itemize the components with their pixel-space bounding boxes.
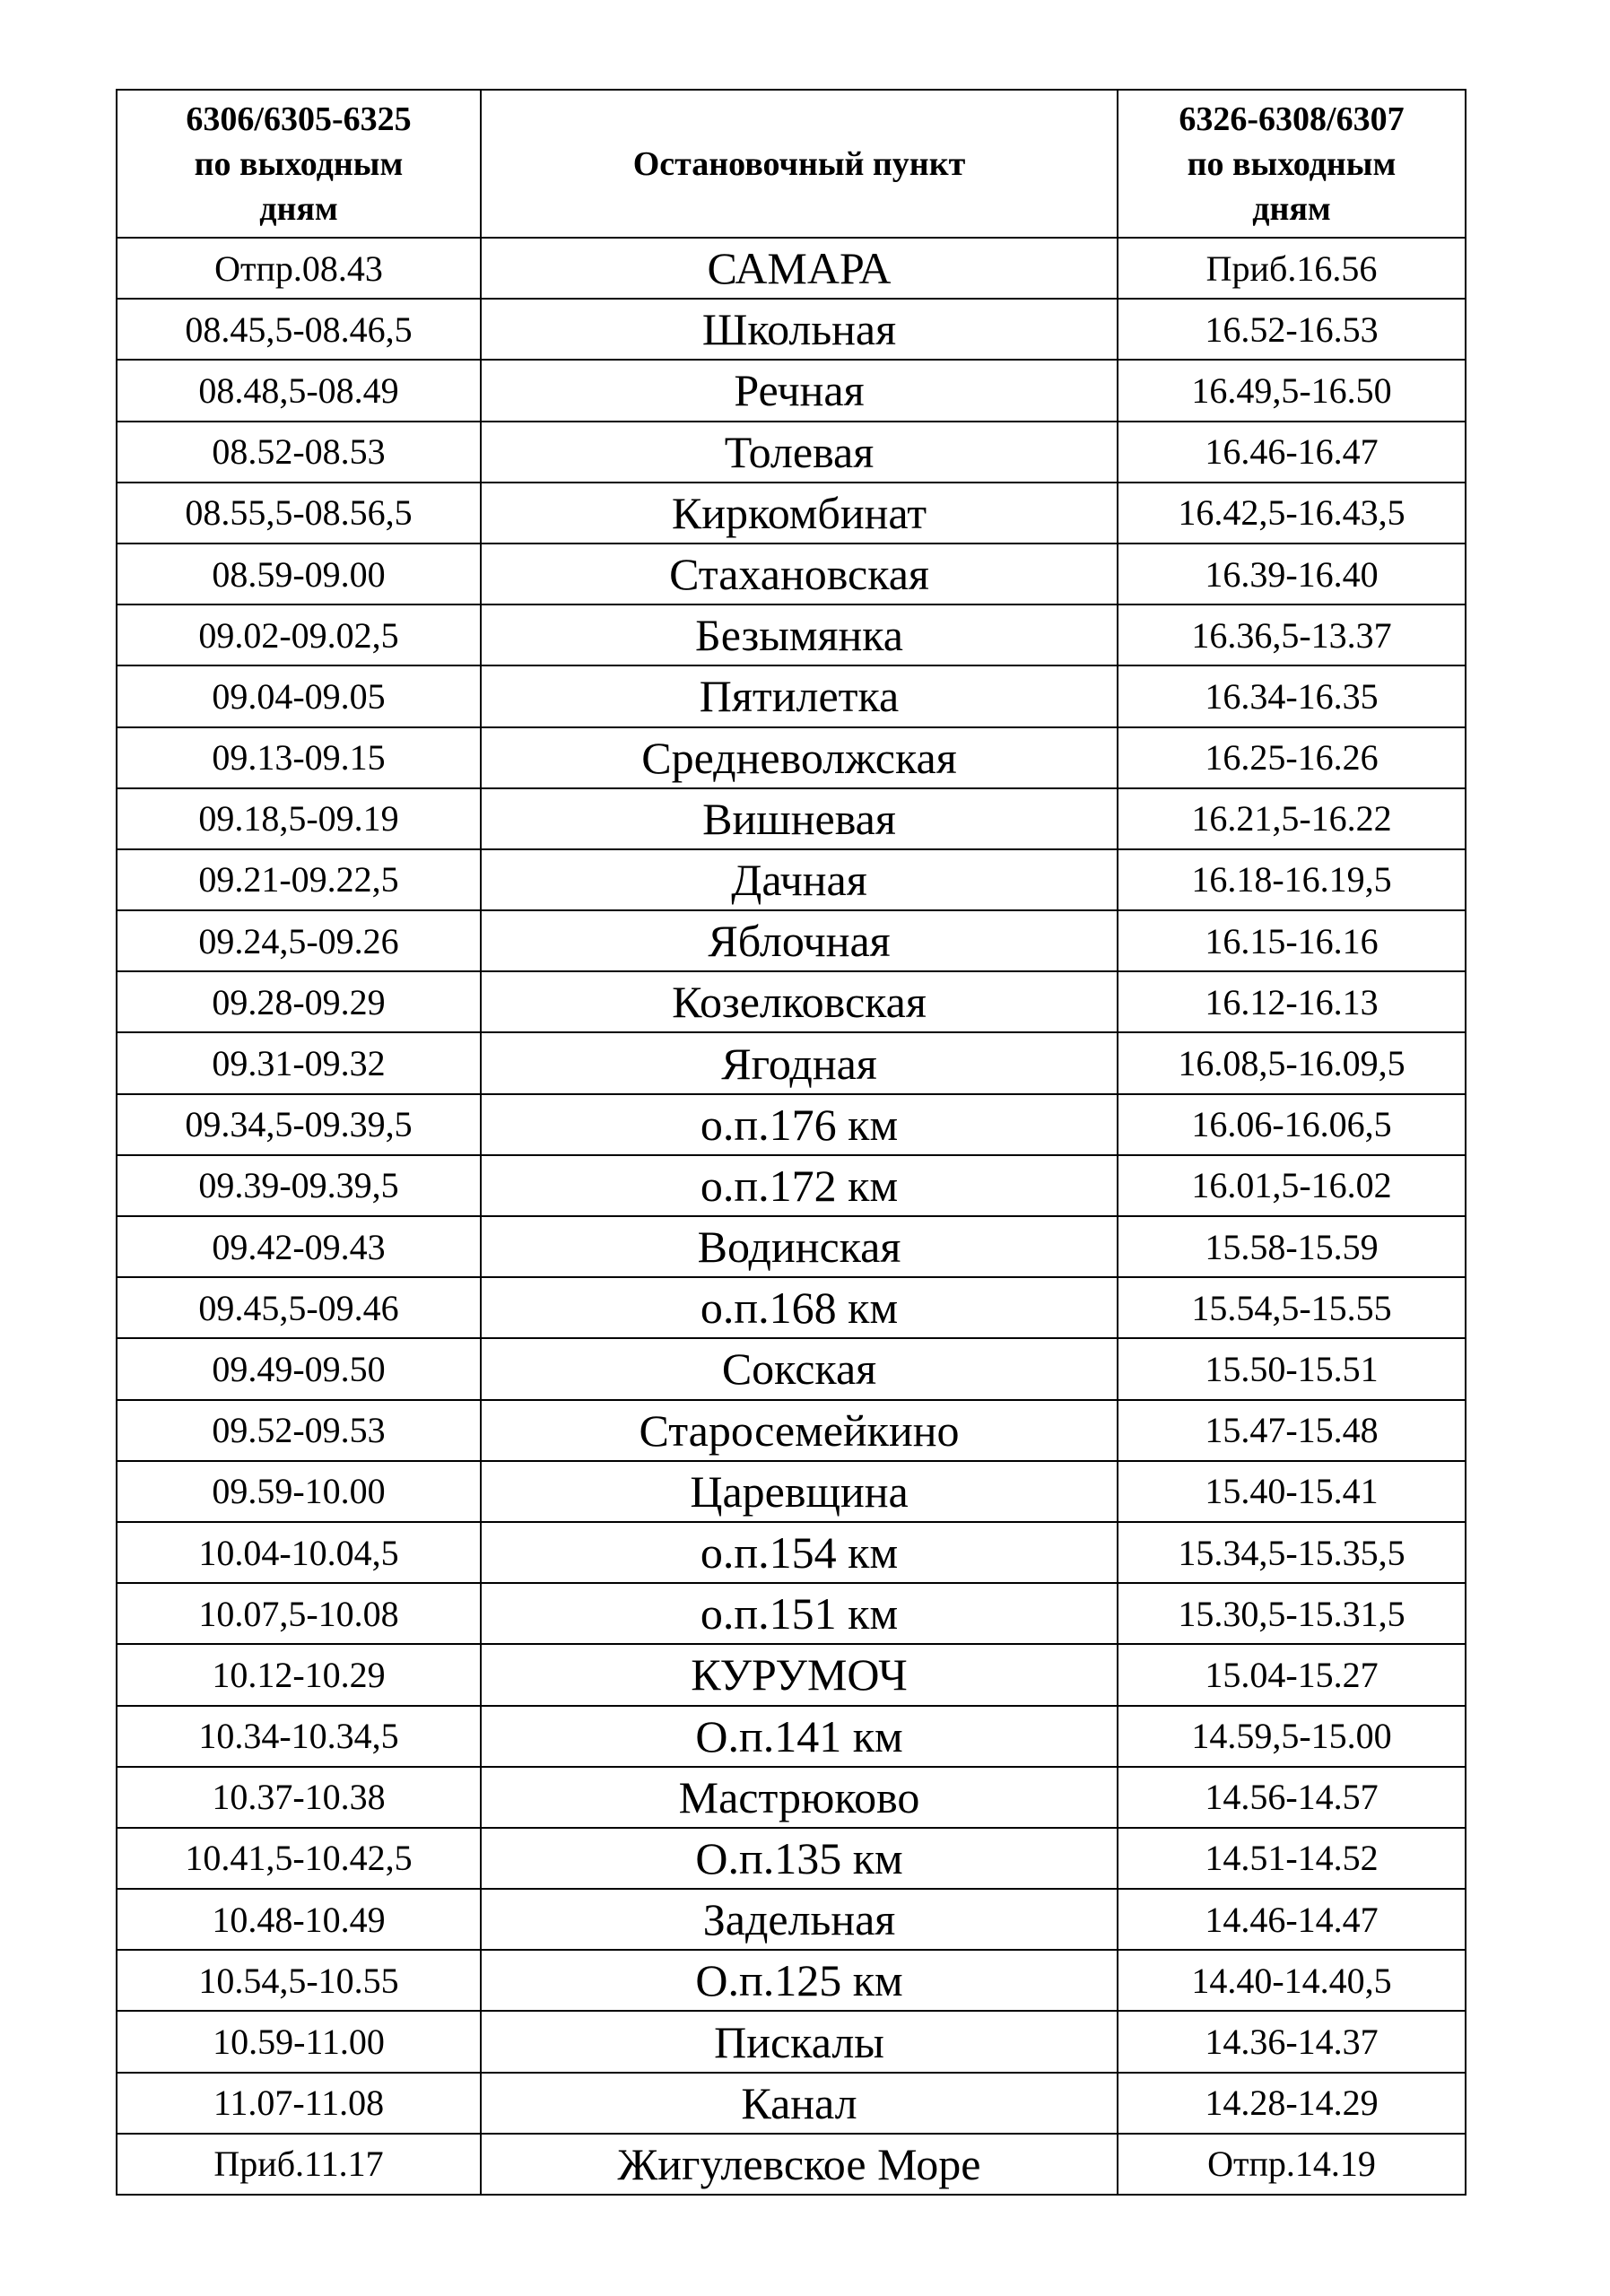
- table-body: [117, 238, 1466, 2195]
- return-time-cell: 15.04-15.27: [1118, 1644, 1466, 1705]
- return-time-cell: 14.51-14.52: [1118, 1828, 1466, 1889]
- station-name-cell: Водинская: [481, 1216, 1118, 1277]
- return-time-cell: 14.28-14.29: [1118, 2073, 1466, 2134]
- table-row: [117, 971, 1466, 1032]
- table-row: [117, 1461, 1466, 1522]
- station-name-cell: Сокская: [481, 1338, 1118, 1399]
- station-name-cell: Пискалы: [481, 2011, 1118, 2072]
- return-time-cell: 14.59,5-15.00: [1118, 1706, 1466, 1767]
- outbound-time-cell: 10.41,5-10.42,5: [117, 1828, 481, 1889]
- table-row: [117, 727, 1466, 788]
- return-time-cell: 16.34-16.35: [1118, 665, 1466, 726]
- table-row: [117, 1828, 1466, 1889]
- return-time-cell: 16.06-16.06,5: [1118, 1094, 1466, 1155]
- outbound-time-cell: Отпр.08.43: [117, 238, 481, 299]
- table-row: [117, 1950, 1466, 2011]
- station-name-cell: Задельная: [481, 1889, 1118, 1950]
- table-row: [117, 1277, 1466, 1338]
- station-name-cell: Ягодная: [481, 1032, 1118, 1093]
- station-name-cell: о.п.154 км: [481, 1522, 1118, 1583]
- outbound-time-cell: 09.21-09.22,5: [117, 849, 481, 910]
- table-row: [117, 910, 1466, 971]
- table-row: [117, 1032, 1466, 1093]
- return-time-cell: 16.49,5-16.50: [1118, 360, 1466, 421]
- outbound-time-cell: 09.39-09.39,5: [117, 1155, 481, 1216]
- table-row: [117, 788, 1466, 849]
- station-name-cell: Толевая: [481, 422, 1118, 483]
- outbound-time-cell: Приб.11.17: [117, 2134, 481, 2195]
- return-time-cell: 16.08,5-16.09,5: [1118, 1032, 1466, 1093]
- header-station: Остановочный пункт: [481, 90, 1118, 238]
- outbound-time-cell: 10.12-10.29: [117, 1644, 481, 1705]
- outbound-time-cell: 08.45,5-08.46,5: [117, 299, 481, 360]
- station-name-cell: Дачная: [481, 849, 1118, 910]
- outbound-time-cell: 11.07-11.08: [117, 2073, 481, 2134]
- station-name-cell: Яблочная: [481, 910, 1118, 971]
- return-time-cell: 14.40-14.40,5: [1118, 1950, 1466, 2011]
- table-row: [117, 360, 1466, 421]
- table-row: [117, 238, 1466, 299]
- outbound-time-cell: 09.52-09.53: [117, 1400, 481, 1461]
- outbound-time-cell: 10.34-10.34,5: [117, 1706, 481, 1767]
- header-outbound-line-3: дням: [259, 189, 338, 228]
- return-time-cell: 16.15-16.16: [1118, 910, 1466, 971]
- station-name-cell: Школьная: [481, 299, 1118, 360]
- outbound-time-cell: 09.31-09.32: [117, 1032, 481, 1093]
- outbound-time-cell: 09.49-09.50: [117, 1338, 481, 1399]
- outbound-time-cell: 09.04-09.05: [117, 665, 481, 726]
- station-name-cell: о.п.176 км: [481, 1094, 1118, 1155]
- outbound-time-cell: 09.18,5-09.19: [117, 788, 481, 849]
- header-outbound-line-1: 6306/6305-6325: [186, 100, 412, 138]
- table-row: [117, 483, 1466, 544]
- return-time-cell: 15.47-15.48: [1118, 1400, 1466, 1461]
- station-name-cell: Безымянка: [481, 604, 1118, 665]
- return-time-cell: 15.58-15.59: [1118, 1216, 1466, 1277]
- header-return-train: [1118, 90, 1466, 238]
- header-return-line-3: дням: [1252, 189, 1331, 228]
- table-row: [117, 422, 1466, 483]
- header-return-line-1: 6326-6308/6307: [1179, 100, 1405, 138]
- header-return-line-2: по выходным: [1187, 144, 1397, 183]
- table-row: [117, 1644, 1466, 1705]
- return-time-cell: 16.46-16.47: [1118, 422, 1466, 483]
- return-time-cell: 16.52-16.53: [1118, 299, 1466, 360]
- return-time-cell: Приб.16.56: [1118, 238, 1466, 299]
- outbound-time-cell: 10.48-10.49: [117, 1889, 481, 1950]
- table-row: [117, 1767, 1466, 1828]
- station-name-cell: О.п.125 км: [481, 1950, 1118, 2011]
- outbound-time-cell: 09.45,5-09.46: [117, 1277, 481, 1338]
- return-time-cell: 14.46-14.47: [1118, 1889, 1466, 1950]
- return-time-cell: 15.54,5-15.55: [1118, 1277, 1466, 1338]
- return-time-cell: 16.01,5-16.02: [1118, 1155, 1466, 1216]
- table-row: [117, 2134, 1466, 2195]
- return-time-cell: 16.12-16.13: [1118, 971, 1466, 1032]
- table-row: [117, 2011, 1466, 2072]
- outbound-time-cell: 10.37-10.38: [117, 1767, 481, 1828]
- station-name-cell: о.п.168 км: [481, 1277, 1118, 1338]
- return-time-cell: 15.50-15.51: [1118, 1338, 1466, 1399]
- table-row: [117, 849, 1466, 910]
- station-name-cell: Канал: [481, 2073, 1118, 2134]
- return-time-cell: 16.25-16.26: [1118, 727, 1466, 788]
- station-name-cell: Средневолжская: [481, 727, 1118, 788]
- table-row: [117, 2073, 1466, 2134]
- outbound-time-cell: 10.59-11.00: [117, 2011, 481, 2072]
- table-row: [117, 544, 1466, 604]
- table-row: [117, 1400, 1466, 1461]
- outbound-time-cell: 08.59-09.00: [117, 544, 481, 604]
- outbound-time-cell: 09.34,5-09.39,5: [117, 1094, 481, 1155]
- outbound-time-cell: 10.54,5-10.55: [117, 1950, 481, 2011]
- return-time-cell: 15.30,5-15.31,5: [1118, 1583, 1466, 1644]
- station-name-cell: Жигулевское Море: [481, 2134, 1118, 2195]
- table-row: [117, 1338, 1466, 1399]
- outbound-time-cell: 10.04-10.04,5: [117, 1522, 481, 1583]
- return-time-cell: 16.18-16.19,5: [1118, 849, 1466, 910]
- station-name-cell: Вишневая: [481, 788, 1118, 849]
- outbound-time-cell: 09.02-09.02,5: [117, 604, 481, 665]
- table-row: [117, 1155, 1466, 1216]
- outbound-time-cell: 08.48,5-08.49: [117, 360, 481, 421]
- return-time-cell: 16.36,5-13.37: [1118, 604, 1466, 665]
- table-row: [117, 1094, 1466, 1155]
- table-header: [117, 90, 1466, 238]
- return-time-cell: Отпр.14.19: [1118, 2134, 1466, 2195]
- station-name-cell: Мастрюково: [481, 1767, 1118, 1828]
- table-row: [117, 1889, 1466, 1950]
- outbound-time-cell: 09.59-10.00: [117, 1461, 481, 1522]
- table-row: [117, 1583, 1466, 1644]
- station-name-cell: Старосемейкино: [481, 1400, 1118, 1461]
- return-time-cell: 14.36-14.37: [1118, 2011, 1466, 2072]
- table-row: [117, 299, 1466, 360]
- outbound-time-cell: 09.13-09.15: [117, 727, 481, 788]
- station-name-cell: Стахановская: [481, 544, 1118, 604]
- header-outbound-train: [117, 90, 481, 238]
- station-name-cell: Козелковская: [481, 971, 1118, 1032]
- header-outbound-line-2: по выходным: [194, 144, 404, 183]
- header-row: [117, 90, 1466, 238]
- outbound-time-cell: 09.28-09.29: [117, 971, 481, 1032]
- table-row: [117, 1216, 1466, 1277]
- return-time-cell: 15.40-15.41: [1118, 1461, 1466, 1522]
- return-time-cell: 16.42,5-16.43,5: [1118, 483, 1466, 544]
- table-row: [117, 665, 1466, 726]
- station-name-cell: Киркомбинат: [481, 483, 1118, 544]
- table-row: [117, 1522, 1466, 1583]
- return-time-cell: 15.34,5-15.35,5: [1118, 1522, 1466, 1583]
- table-row: [117, 604, 1466, 665]
- outbound-time-cell: 09.42-09.43: [117, 1216, 481, 1277]
- station-name-cell: о.п.172 км: [481, 1155, 1118, 1216]
- station-name-cell: САМАРА: [481, 238, 1118, 299]
- schedule-table: [116, 89, 1466, 2196]
- station-name-cell: Пятилетка: [481, 665, 1118, 726]
- station-name-cell: О.п.135 км: [481, 1828, 1118, 1889]
- station-name-cell: Речная: [481, 360, 1118, 421]
- table-row: [117, 1706, 1466, 1767]
- outbound-time-cell: 10.07,5-10.08: [117, 1583, 481, 1644]
- return-time-cell: 16.39-16.40: [1118, 544, 1466, 604]
- outbound-time-cell: 09.24,5-09.26: [117, 910, 481, 971]
- outbound-time-cell: 08.55,5-08.56,5: [117, 483, 481, 544]
- return-time-cell: 16.21,5-16.22: [1118, 788, 1466, 849]
- station-name-cell: КУРУМОЧ: [481, 1644, 1118, 1705]
- station-name-cell: Царевщина: [481, 1461, 1118, 1522]
- return-time-cell: 14.56-14.57: [1118, 1767, 1466, 1828]
- outbound-time-cell: 08.52-08.53: [117, 422, 481, 483]
- station-name-cell: О.п.141 км: [481, 1706, 1118, 1767]
- station-name-cell: о.п.151 км: [481, 1583, 1118, 1644]
